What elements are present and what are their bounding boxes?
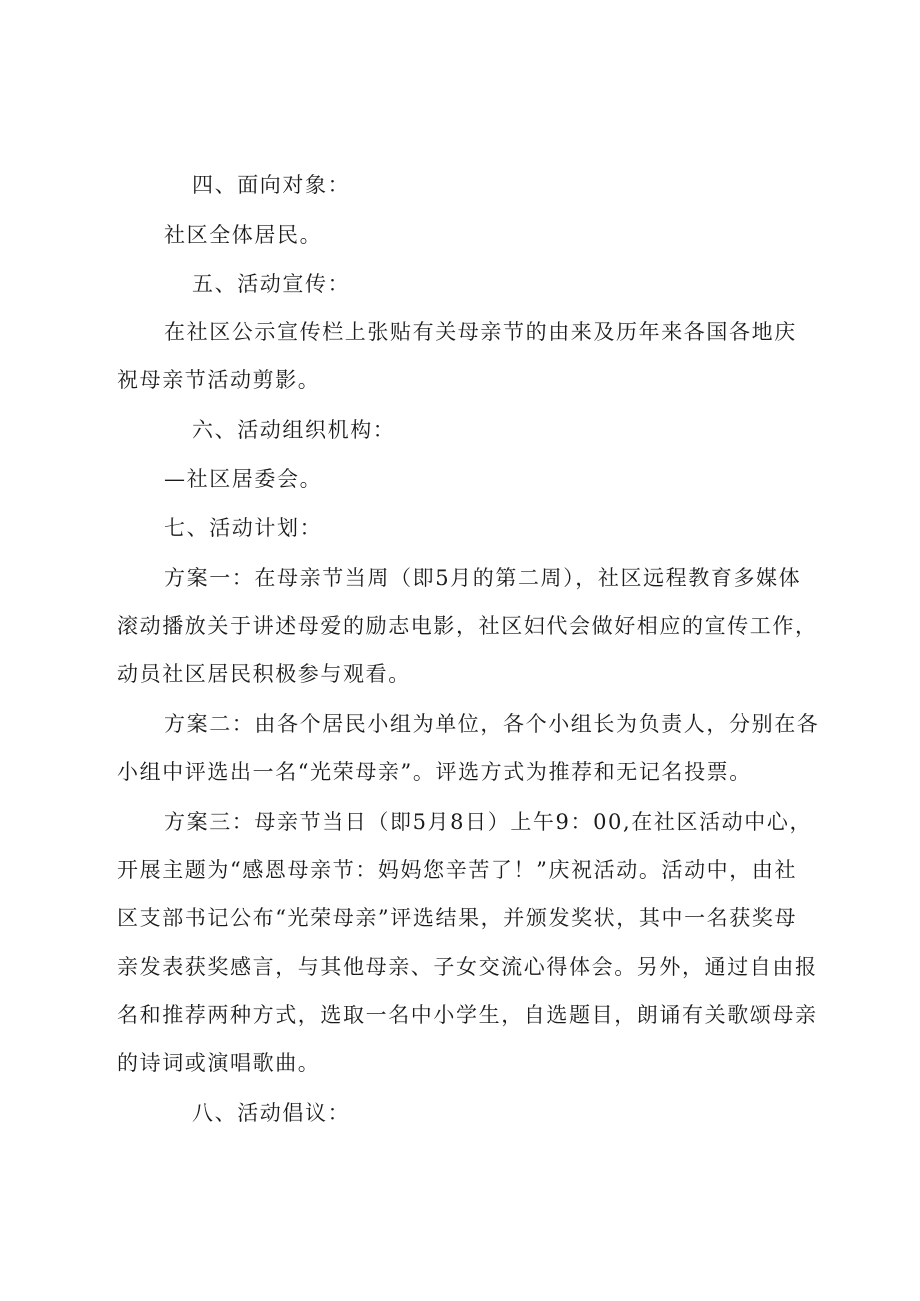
paragraph-line: 小组中评选出一名“光荣母亲”。评选方式为推荐和无记名投票。 [117,760,752,784]
paragraph-line: 的诗词或演唱歌曲。 [117,1051,321,1075]
paragraph-line: 滚动播放关于讲述母爱的励志电影，社区妇代会做好相应的宣传工作， [117,614,818,638]
paragraph-line: 名和推荐两种方式，选取一名中小学生，自选题目，朗诵有关歌颂母亲 [117,1003,818,1027]
section-heading-target-audience: 四、面向对象： [192,173,351,197]
section-heading-organization: 六、活动组织机构： [192,418,396,442]
paragraph-line: 方案二：由各个居民小组为单位，各个小组长为负责人，分别在各 [164,712,820,736]
paragraph-line: 开展主题为“感恩母亲节：妈妈您辛苦了！”庆祝活动。活动中，由社 [117,858,798,882]
paragraph-line: 区支部书记公布“光荣母亲”评选结果，并颁发奖状，其中一名获奖母 [117,906,798,930]
paragraph-line: 方案一：在母亲节当周（即5月的第二周），社区远程教育多媒体 [164,566,802,590]
paragraph-line: 在社区公示宣传栏上张贴有关母亲节的由来及历年来各国各地庆 [164,320,797,344]
section-heading-publicity: 五、活动宣传： [192,272,351,296]
paragraph-line: 动员社区居民积极参与观看。 [117,662,411,686]
section-heading-plan: 七、活动计划： [164,516,323,540]
paragraph-line: 社区全体居民。 [164,223,323,247]
paragraph-line: 亲发表获奖感言，与其他母亲、子女交流心得体会。另外，通过自由报 [117,955,818,979]
paragraph-line: —社区居委会。 [164,467,323,491]
paragraph-line: 祝母亲节活动剪影。 [117,368,321,392]
section-heading-initiative: 八、活动倡议： [192,1101,351,1125]
paragraph-line: 方案三：母亲节当日（即5月8日）上午9：00,在社区活动中心， [164,810,813,834]
